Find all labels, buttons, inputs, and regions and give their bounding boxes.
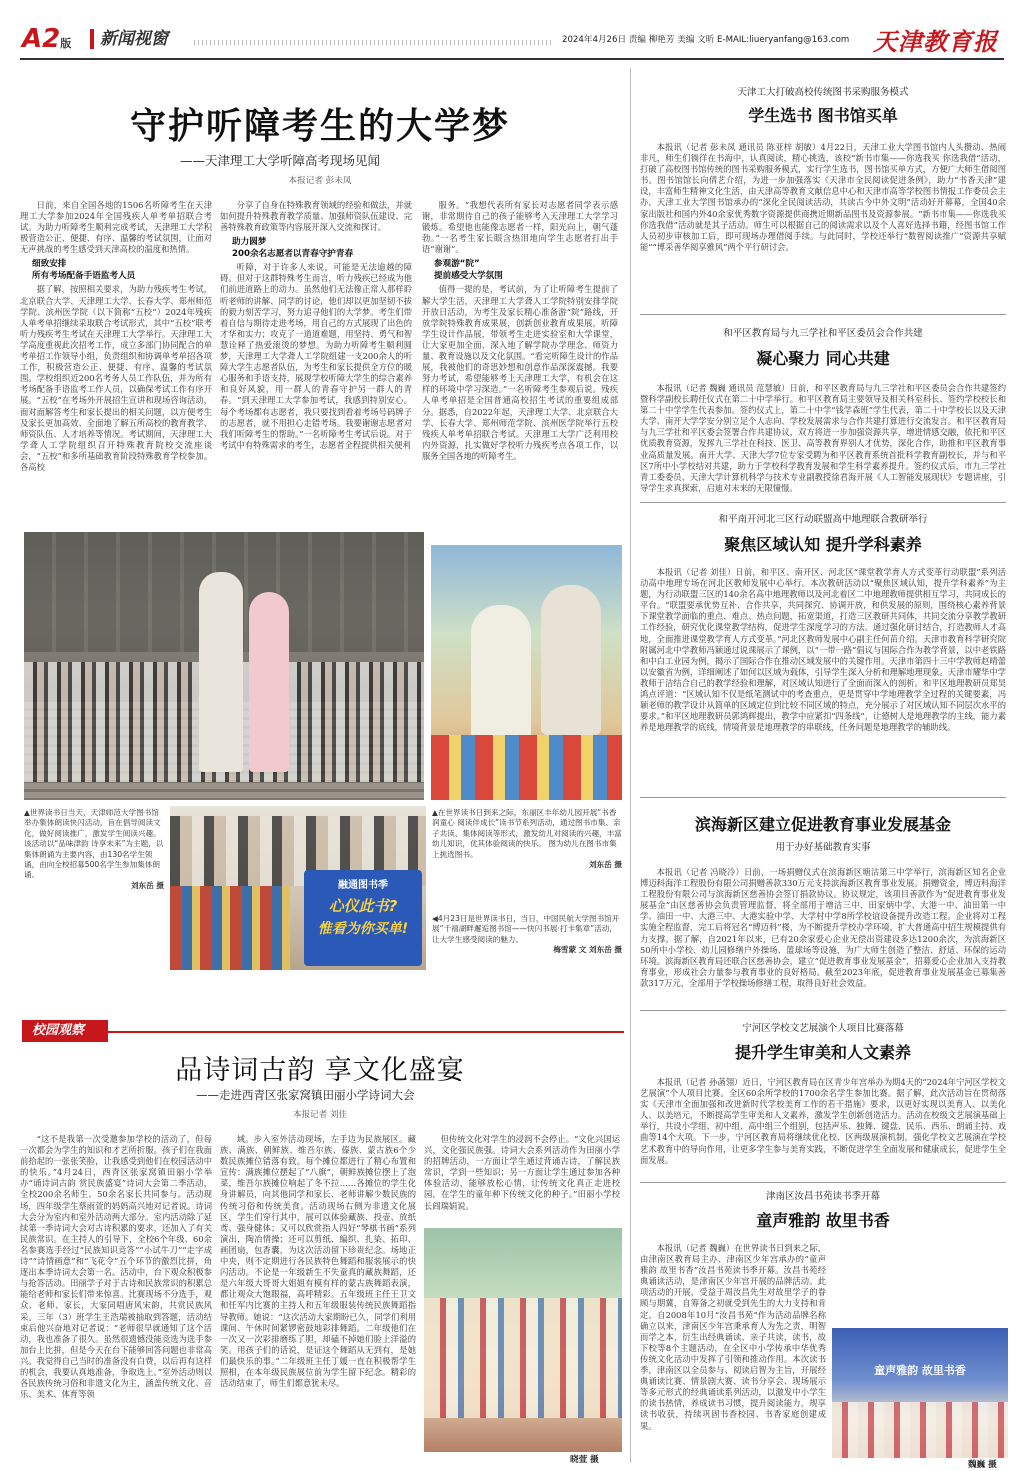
campus-col-1 [20,1134,212,1464]
photo-reading-flashmob [24,532,424,800]
page-number-text: A2 [22,24,61,54]
stage-banner-text: 童声雅韵 故里书香 [874,1364,966,1377]
lead-subheading-3: 参观游“院” 提前感受大学氛围 [434,259,503,282]
lead-byline: 本报记者 彭未凤 [288,176,352,186]
article-body: 本报讯（记者 冯晓冷）日前，一场捐赠仪式在滨海新区塘沽第三中学举行，滨海新区知名企业博迈科海洋工程股份有限公司捐赠善款330万元支持滨海新区教育事业发展。捐赠资金，博迈科海洋工程股份有限公司与滨海新区慈善协会签订捐款协议。协议规定，该项目善款作为“促进教育事业发展基金”由区慈善协会负责管理监督，将全部用于增洁三中、田家炳中学、大港一中、油田第一中学、油田一中、大港三中、大港实验中学、大学村中学8所学校谊设备提升改造工程。企业将对工程实施全程监督，完工后将冠名“博迈科”楼，为不断提升学校办学环境，扩大普通高中招生规模提供有力支撑。据了解，自2021年以来，已有20余家爱心企业无偿出资建设多达1200余次，为滨海新区50所中小学校、幼儿园修缮户外操场、篮球场等设施，为广大师生创造了整洁、舒适、环保的运动环境。滨海新区教育局还联合区慈善协会，建立“促进教育事业发展基金”，招募爱心企业加入支持教育事业，形成社会力量参与教育事业的良好格局。截至2023年底，促进教育事业发展基金已募集善款317万元，全部用于学校操场修缮工程，取得良好社会效益。 [640,867,1006,988]
photo-library-fair [170,806,426,970]
article-kicker: 天津工大打破高校传统图书采购服务模式 [737,87,909,98]
lead-col-3 [422,200,618,518]
photo-credit-right: 刘东岳 摄 [588,860,622,870]
book-display [170,886,290,970]
right-article-3 [640,511,1006,799]
children-row [424,1298,622,1418]
lead-paragraph: 分享了自身在特殊教育领域的经验和做法，并就如何提升特殊教育教学质量、加强师资队伍建设、完善特殊教育政策等内容展开深入交流和探讨。 [220,200,412,233]
header-rule [20,58,1004,60]
article-body: 本报讯（记者 孙菡翎）近日，宁河区教育局在区青少年宫举办为期4天的“2024年宁河区学校文艺展演”个人项目比赛。全区60余所学校的1700余名学生参加比赛。据了解，此次活动旨在贯彻落实《天津市全面加强和改进新时代学校美育工作的若干措施》要求，以更好实现以美育人、以美化人、以美培元，不断提高学生审美和人文素养，激发学生创新创造活力。活动在校级文艺展演基础上举行，共设小学组、初中组、高中组三个组别，包括声乐、独舞、键盘、民乐、西乐、朗诵主持、戏曲等14个大项。下一步，宁河区教育局将继续优化校、区两级展演机制，强化学校文艺展演在学校艺术教育中的导向作用，让更多学生参与美育实践，不断促进学生全面发展和健康成长，促进学生全面发展。 [640,1077,1006,1165]
article-title: 学生选书 图书馆买单 [748,106,898,125]
right-divider [640,502,1006,503]
right-divider [640,314,1006,315]
column-divider [630,68,631,1463]
right-article-5 [640,1020,1006,1178]
photo-caption-right: ▲在世界读书日到来之际，东丽区丰年幼儿园开展“书香润童心 阅读伴成长”读书节系列活动，通过图书市集、亲子共读、集体阅读等形式，激发幼儿对阅读的兴趣，丰富幼儿知识，优其体验阅读的快乐。 图为幼儿在图书市集上挑选图书。 [432,808,622,859]
photo-credit-poetry: 晓萱 摄 [570,1455,599,1465]
date-editors: 2024年4月26日 责编 柳艳芳 美编 文昕 E-MAIL:liueryanfang@163.com [562,35,850,45]
photo-caption-bottom: ◀4月23日是世界读书日，当日，中国民航大学图书馆开展“千禧湖畔邂逅图书馆——快闪书展·打卡集章”活动，让大学生感受阅读的魅力。 [432,914,620,944]
caption-bottom-box [432,914,622,974]
photo-poetry-event [424,1228,622,1452]
banner-line-2: 惟看为你买单! [317,921,409,937]
caption-left-box [24,808,164,966]
campus-col-3 [424,1134,620,1224]
lead-subheading-2: 助力圆梦 200余名志愿者以青春守护青春 [232,237,354,260]
masthead-logo: 天津教育报 [873,27,998,56]
lead-subheading-1: 细致安排 所有考场配备手语监考人员 [32,259,136,282]
article-body: 本报讯（记者 刘佳）日前，和平区、南开区、河北区“课堂教学育人方式变革行动联盟”系列活动高中地理专场在河北区教师发展中心举行。本次教研活动以“聚焦区域认知，提升学科素养”为主题，为行动联盟三区的140余名高中地理教师以及河北着区二中地理教师提供相互学习，共同成长的平台。“联盟要承优势互补、合作共享，共同探究、协调开放，和供发展的原则，围绕核心素养背景下课堂教学面临的重点、难点、热点问题，拓宽渠道，打造三区教研共同体，共同交流分享教学教研工作经验，研究优化课堂教学结构，促进学生深度学习的方法。通过强化研讨结合，打造教师人才高地，全面推进课堂教学育人方式变革。”河北区教师发展中心副主任何苗介绍。天津市教育科学研究院附属河北中学教师冯颖通过说课展示了课例，以“一带一路”倡议与国际合作为教学背景，以中老铁路和中白工业园为例，揭示了国际合作在推动区域发展中的关键作用。天津市第四十三中学教师赵晴蕾以安徽省为例，详细阐述了如何以区域为载体，引导学生深入分析和理解地理现象。天津市耀华中学教师于洁结合自己的教学经验和理解，对区域认知进行了全面而深入的剖析。和平区地理教研员郑昊鸿点评道：“区域认知不仅是纸笔测试中的考查重点，更是贯穿中学地理教学全过程的关键要素，冯颖老师的教学设计从简单的区域定位到比较不同区域的特点，充分展示了对区域认知不同层次水平的要求。”和平区地理教研员郭鸿辉提出，教学中应紧扣“四条线”，让德树人是地理教学的主线，能力素养是地理教学的底线，情境背景是地理教学的串联线，任务问题是地理教学的辅助线。 [640,567,1006,733]
article-body: 本报讯（记者 魏巍 通讯员 范慧敏）日前，和平区教育局与九三学社和平区委员会合作共建签约暨科学副校长聘任仪式在第二十中学举行。和平区教育局主要领导及相关科室科长、签约学校校长和第二十中学学生代表参加。签约仪式上，第二十中学“钱学森班”学生代表，第二十中学校长以及天津大学、南开大学学安分别立足个人志向、学校发展需求与合作共建打算进行交流发言。和平区教育局与九三学社和平区委会签署合作共建协议，双方将进一步加强资源共享，增进情感交融，依托和平区优质教育资源，发挥九三学社在科技、医卫、高等教育界别人才优势，深化合作，助推和平区教育事业高质量发展。南开大学、天津大学7位专家受聘为和平区教育系统首批科学教育副校长，并与和平区7所中小学校结对共建，助力于学校科学教育发展和学生科学素养提升。签约仪式后，市九三学社青工委委员、天津大学计算机科学与技术专业副教授徐君海开展《人工智能发展现状》专题讲座，引导学生求真探索，启迪对未来的无限憧憬。 [640,383,1006,493]
child-figure [471,605,531,745]
photo-credit-reading: 魏巍 摄 [968,1460,997,1470]
lead-paragraph: 据了解，按照相关要求，为助力残疾考生考试，北京联合大学、天津理工大学、长春大学、郑州师范学院、滨州医学院（以下简称“五校”）2024年残疾人单考单招继续采取联合考试形式，其中“五校”联考听力残疾考生考试在天津理工大学举行。天津理工大学高度重视此次招考工作，成立多部门协同配合的单考单招工作领导小组，负责组织和协调单考单招各项工作，积极营造公正、便捷、有序、温馨的考试氛围。学校组织近200名考务人员工作队伍，并为所有考场配备手语监考工作人员，以确保考试工作有序开展。“五校”在考场外开展招生宣讲和现场咨询活动，面对面解答考生和家长提出的相关问题，以方便考生及家长更加高效、全面地了解五所高校的教育教学、师资队伍、人才培养等情况。考试期间，天津理工大学聋人工学院组织召开特殊教育院校交流座谈会，“五校”和多所基础教育阶段特殊教育学校参加。各高校 [20,284,212,472]
article-kicker: 和平区教育局与九三学社和平区委员会合作共建 [723,328,923,339]
banner-top-text: 融通图书季 [338,880,388,891]
right-article-2 [640,325,1006,495]
caption-right-box [432,808,622,900]
right-divider [640,1182,1006,1183]
article-body: 本报讯（记者 魏巍）在世界读书日到来之际，由津南区教育局主办、津南区少年宫承办的“童声雅韵 故里书香”汝昌书苑读书季开幕。汝昌书苑经典诵读活动，是津南区少年宫开展的品牌活动。此项活动的开展，受益于周汝昌先生对故里学子的眷顾与期冀，自筹备之初就受到先生的大力支持和肯定。自2008年10月“汝昌书苑”作为活动品牌名称确立以来，津南区少年宫秉承育人为先之责，明智而学之本，衍生出经典诵读、亲子共读，读书，故下校等8个主题活动，在全区中小学传承中华优秀传统文化活动中发挥了引领和推动作用。本次读书季，津南区以全员参与、阅读启智为主旨，开展经典诵读比赛、情景剧大赛、读书分享会、现场展示等多元形式的经典诵读系列活动，以激发中小学生的读书热情，养成读书习惯，提升阅读能力，规享读书收获，持续巩固书香校园、书香家庭创建成果。 [640,1243,826,1431]
banner-line-1: 心仪此书? [328,897,398,915]
lead-paragraph: 服务。“我想代表所有家长对志愿者同学表示感谢，非常期待自己的孩子能够考入天津理工大学学习锻炼。希望他也能像志愿者一样，阳光向上，朝气蓬勃。”一名考生家长眼含热泪地向学生志愿者打出手语“谢谢”。 [422,200,618,255]
article-title: 聚焦区域认知 提升学科素养 [724,535,922,554]
section-name: 新闻视窗 [90,29,168,49]
article-body: 本报讯（记者 彭未凤 通讯员 陈亚梓 胡敏）4月22日，天津工业大学图书馆内人头攒动、热闹非凡，师生们徜徉在书海中，认真阅读，精心挑选，该校“新书市集——你选我买 你选我借”活动，打破了高校图书馆传统的图书采购服务模式，实行学生选书，图书馆买单方式，方便广大师生借阅图书。图书馆馆长向倩艺介绍，为进一步加强落实《天津市全民阅读促进条例》，助力“书香天津”建设，丰富师生精神文化生活，由天津高等教育文献信息中心和天津市高等学校图书情报工作委员会主办，天津工业大学图书馆承办的“深化全民阅读活动，共读古今中外文明”活动好开幕幕，全国40余家出版社和国内外40余家优秀数字资源提供商携近期新品图书及资源参展。“新书市集——你选我买 你选我借”活动就是其子活动。师生可以根据自己的阅读需求以及个人喜好选择书籍，经图书馆工作人员初步审核加工后，即可现场办理借阅手续。与此同时，学校还举行“数智阅读推广”资源共享赋能”“博采善华阅享雅风”两个平行研讨会。 [640,142,1006,252]
article-title: 滨海新区建立促进教育事业发展基金 [694,815,951,834]
photo-credit-bottom: 梅雪蒙 文 刘东岳 摄 [553,945,622,955]
campus-col-2 [220,1134,416,1464]
campus-paragraph: 但传统文化对学生的浸润不会停止。“文化兴国运兴，文化强民族强。诗词大会系列活动作为田丽小学的招牌活动，一方面让学生通过背诵古诗，了解民族常识，学到一些知识；另一方面让学生通过参加各种体验活动，能够放松心情，让传统文化真正走进校园，在学生的童年种下传统文化的种子。”田丽小学校长阎瑞娟说。 [424,1134,620,1211]
article-title: 凝心聚力 同心共建 [756,349,890,368]
campus-paragraph: “这不是我第一次受邀参加学校的活动了，但每一次都会为学生的知识和才艺所折服。孩子们在我面前拾起的一张张笑脸，让我感受到他们在校园活动中的快乐。”4月24日，西青区张家窝镇田丽小学举办“诵诗词古韵 赏民族盛宴”诗词大会第二季活动，全校200余名师生、50余名家长共同参与。活动现场，四年级学生蔡雨萱的妈妈高兴地对记者说。诗词大会分为室内和室外活动两大部分。室内活动除了延续第一季诗词大会对古诗积累的要求，还加入了有关民族常识。在主持人的引导下，全校6个年级、60余名参赛选手经过“民族知识竞答”“小试牛刀”“走字成诗”“诗情画意”和“飞花令”五个环节的激烈比拼，角逐出本季诗词大会第一名。活动中，台下观众积极参与抢答活动。田丽学子对于古诗和民族常识的积累总能给老师和家长们带来惊喜。比赛现场不分选手，观众、老师、家长，大家同唱唐风宋韵，共赏民族风采。三年（3）班学生王浩瑞被抽取到答题，活动结束后他兴奋地对记者说：“老师很早就通知了这个活动，我也准备了很久。虽然很遗憾没能竞选为选手参加台上比拼，但是今天在台下能够回答问题也非常高兴。我觉得自己当时的准备没有白费，以后再有这样的机会，我要认真地准备，争取选上。”室外活动则以各民族传统习俗和非遗文化为主，涵盖传统文化、音乐、美术、体育等领 [20,1134,212,1400]
right-divider [640,797,1006,798]
campus-paragraph: 域。步入室外活动现场，左手边为民族展区。藏族、满族、朝鲜族、维吾尔族、傣族、蒙古族6个少数民族摊位错落有致。每个摊位都进行了精心布置和宣传：满族摊位摆起了“八旗”，朝鲜族摊位摆上了泡菜，维吾尔族摊位响起了冬不拉……各摊位的学生化身讲解员，向其他同学和家长、老师讲解少数民族的传统习俗和传统美食。活动现场右侧为非遗文化展区，学生们穿行其中，展可以体验藏族、投壶、放纸鸢、强身健体；又可以欣赏指人四好“琴棋书画”系列演出，陶冶情操；还可以剪纸、编织、扎染、拓印、画团扇，包香囊，为这次活动留下珍贵纪念。场地正中央，则不定期进行各民族特色舞蹈和服装展示的快闪活动。不论是一年级新生不失童真的藏族舞蹈，还是六年级大哥哥大姐姐有模有样的蒙古族舞蹈表演，都让观众大饱眼福，高呼精彩。五年级班主任王卫文和任军内比赛的主持人和五年级服装传统民族舞蹈指导教师。她说：“这次活动大家期盼已久，同学们利用课间、午休时间紧锣密鼓地彩排舞蹈。二年级他们在一次又一次彩排磨练了胆，却磕不掉她们脸上洋溢的笑。用孩子们的话说，是证这个舞蹈从无到有，是她们最快乐的事。”二年级班主任丁媛一直在积极帮学生照相，在本年级民族展位前为学生留下纪念。精彩的活动结束了，师生们都意犹未尽。 [220,1134,416,1389]
lead-paragraph: 值得一提的是，考试前，为了让听障考生提前了解大学生活，天津理工大学聋人工学院特别安排学院开放日活动，为考生及家长精心准备游“院”路线，开放学院特殊教育成果展，创新创业教育成果展，听障学生设计作品展，带领考生走进实验室和大学课堂，让大家更加全面、深入地了解学院办学理念、师资力量、教育设施以及文化氛围。“看完听障生设计的作品展，我被他们的奇思妙想和创意作品深深震撼。我要努力考试，希望能够考上天津理工大学，有机会在这样的环境中学习深造。”一名听障考生参观后说。残疾人单考单招是全国普通高校招生考试的重要组成部分。据悉，自2022年起，天津理工大学、北京联合大学、长春大学、郑州师范学院、滨州医学院举行五校残疾人单考单招联合考试。天津理工大学广泛利用校内外资源，扎实做好学校听力残疾考点各项工作，以服务全国各地的听障考生。 [422,284,618,461]
campus-rule [108,1031,624,1033]
article-kicker: 和平南开河北三区行动联盟高中地理联合教研举行 [718,514,928,525]
campus-subtitle: ——走进西青区张家窝镇田丽小学诗词大会 [196,1088,415,1102]
lead-paragraph: 日前，来自全国各地的1506名听障考生在天津理工大学参加2024年全国残疾人单考单招联合考试。为助力听障考生顺利完成考试，天津理工大学积极营造公正、便捷、有序、温馨的考试氛围，让面对无声挑战的考生感受到天津高校的温度和热情。 [20,200,212,255]
lead-col-2 [220,200,412,518]
photo-kids-book-fair [431,545,622,800]
article-subtitle: 用于办好基础教育实事 [775,842,871,853]
article-kicker: 津南区汝昌书苑读书季开幕 [765,1191,880,1202]
right-article-4 [640,812,1006,1006]
article-title: 童声雅韵 故里书香 [756,1211,890,1230]
page-header [0,0,1024,62]
lead-title: 守护听障考生的大学梦 [129,106,510,147]
campus-title: 品诗词古韵 享文化盛宴 [175,1055,465,1086]
article-title: 提升学生审美和人文素养 [734,1043,911,1062]
lead-subtitle: ——天津理工大学听障高考现场见闻 [180,153,381,168]
performer-right [249,592,289,772]
lead-paragraph: 听障，对于许多人来说，可能是无法逾越的障碍。但对于这群特殊考生而言，听力残疾已经成为他们前进道路上的动力。虽然他们无法像正常人那样聆听老师的讲解、同学的讨论，他们却以更加坚韧不拔的毅力刻苦学习，努力追寻他们的大学梦。考生们带着自信与期待走进考场，用自己的方式展现了出色的才华和实力；攻克了一道道难题，用坚持、勇气和智慧诠释了热爱滚烫的梦想。为助力听障考生顺利圆梦，天津理工大学聋人工学院组建一支200余人的听障大学生志愿者队伍，为考生和家长提供全方位的暖心服务和手语支持，展现学校听障大学生的综合素养和良好风貌，用一群人的青春守护另一群人的青春。“到天津理工大学参加考试，我感到特别安心。每个考场都有志愿者，我只要找到看着考场号码牌子的志愿者，就不用担心走错考场。我要谢谢志愿者对我们听障考生的帮助。”一名听障考生考试后说。对于考试中有特殊需求的考生，志愿者全程提供相关便利 [220,262,412,450]
lead-col-1 [20,200,212,518]
right-divider [640,1010,1006,1011]
article-kicker: 宁河区学校文艺展演个人项目比赛落幕 [742,1023,904,1034]
performer-left [199,572,243,772]
promo-banner [304,870,422,966]
photo-reading-season [832,1328,1008,1458]
child-figure [541,585,601,735]
performers-row [832,1402,1008,1458]
page-number [22,24,71,59]
photo-credit-left: 刘东岳 摄 [130,880,164,890]
page-suffix: 版 [60,37,72,50]
right-article-1 [640,84,1006,346]
campus-byline: 本报记者 刘佳 [292,1110,348,1120]
photo-caption-left: ▲世界读书日当天，天津师范大学图书馆举办集体朗读快闪活动，旨在倡导阅读文化，做好阅读推广，激发学生阅读兴趣。该活动以“品味津韵 诗享未来”为主题，以集体朗诵为主要内容，由130名学生领诵，由向全校招募500名学生参加集体朗诵。 [24,808,164,880]
campus-tag: 校园观察 [22,1020,108,1042]
book-table [431,735,622,800]
header-divider [194,40,554,45]
